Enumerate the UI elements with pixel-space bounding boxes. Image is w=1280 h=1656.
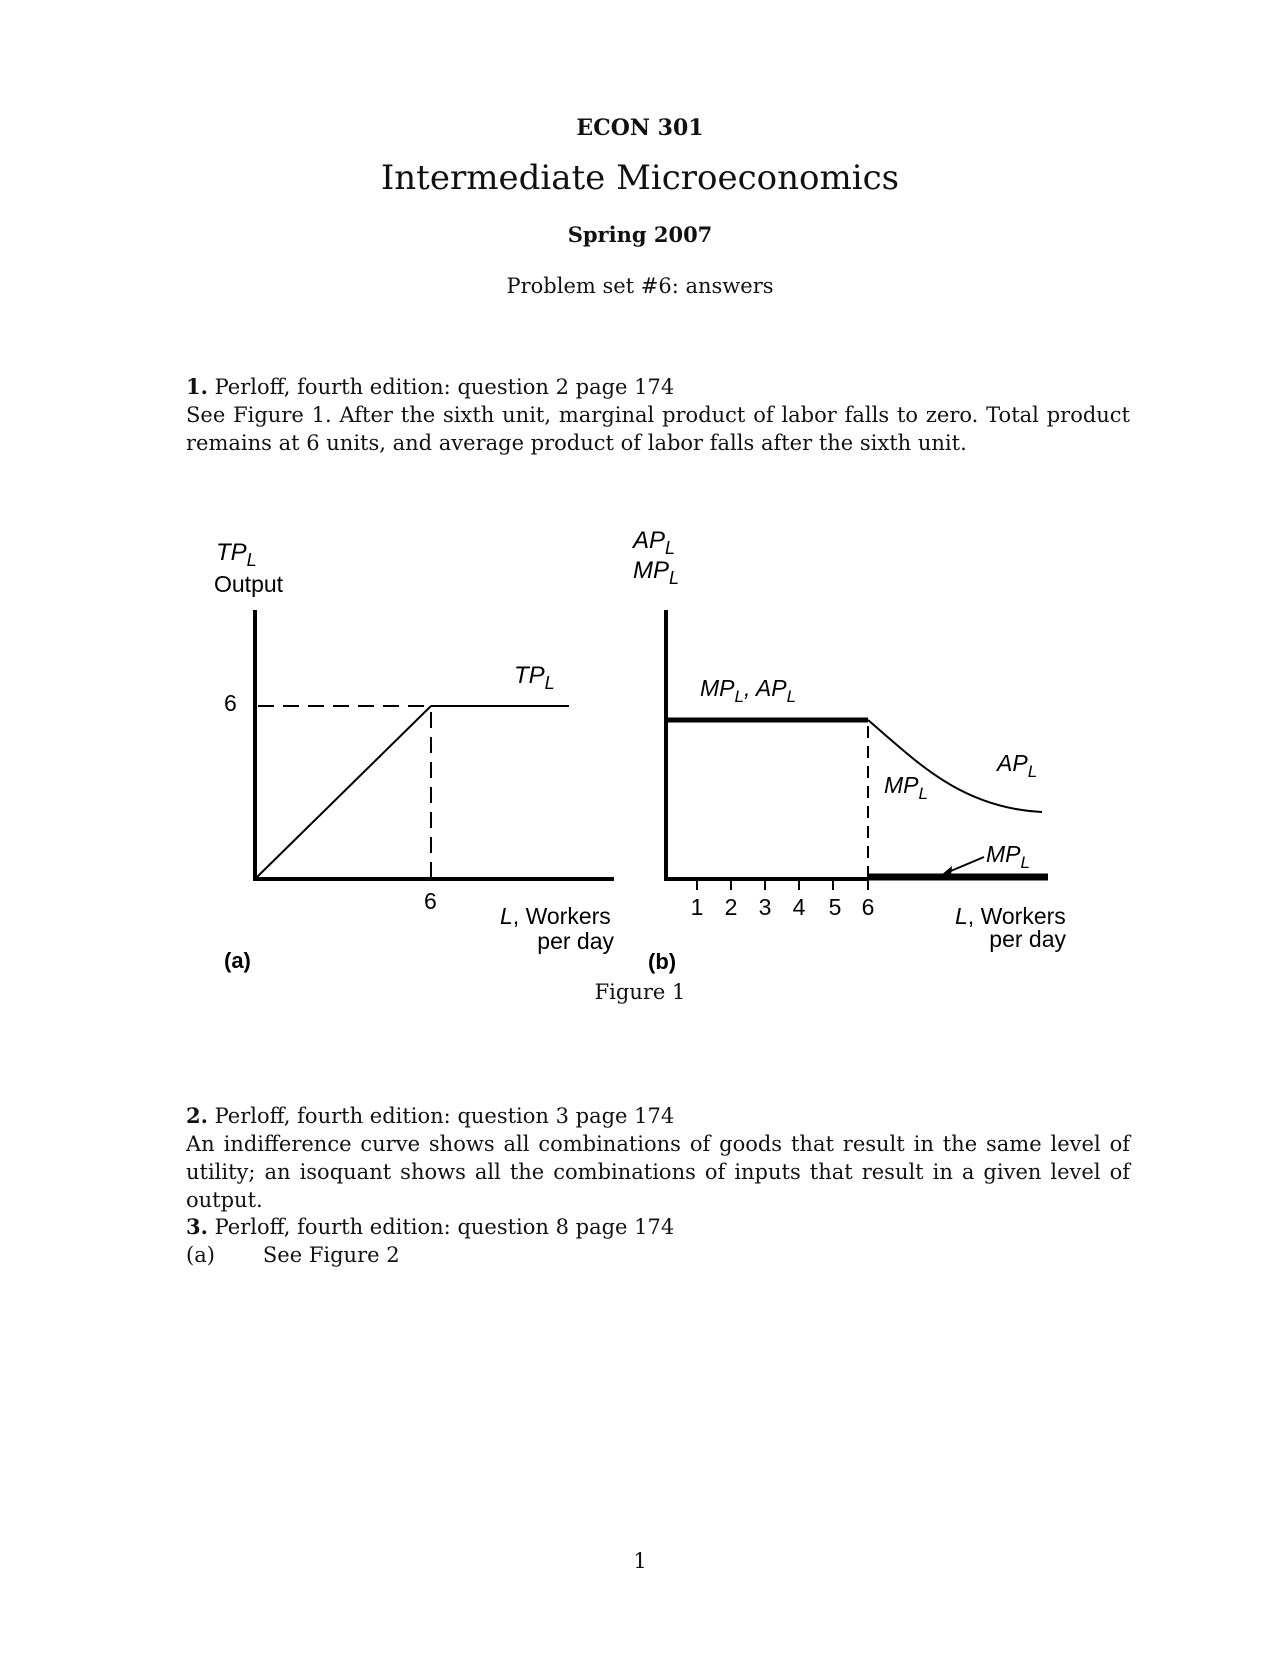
- page-number: 1: [633, 1549, 647, 1573]
- question-1-heading: [150, 373, 1130, 401]
- panel-b-y-label-mp: $MP_L$: [633, 557, 680, 588]
- figure-1-caption: Figure 1: [594, 980, 686, 1004]
- panel-a-y-tick-6: 6: [224, 690, 237, 716]
- question-1-number: 1.: [186, 374, 208, 399]
- panel-b: [631, 527, 1066, 974]
- question-3-part-text: See Figure 2: [262, 1243, 400, 1267]
- panel-a-x-label-2: per day: [537, 928, 614, 954]
- panel-b-x-tick: 5: [828, 894, 842, 920]
- question-3-heading-text: Perloff, fourth edition: question 8 page 174: [214, 1215, 675, 1239]
- panel-b-ap-label: $AP_L$: [997, 750, 1038, 781]
- panel-b-top-label: $MP_L$, $AP_L$: [700, 675, 797, 706]
- panel-a-tp-rising: [255, 706, 431, 879]
- document-title: Intermediate Microeconomics: [380, 158, 900, 198]
- panel-b-mp-arrow-label: $MP_L$: [986, 841, 1030, 872]
- panel-b-x-tick: 3: [758, 894, 772, 920]
- panel-b-x-tick: 4: [792, 894, 806, 920]
- panel-b-x-tick: 6: [861, 894, 875, 920]
- panel-a-curve-label: $TP_L$: [514, 662, 555, 693]
- question-2-heading: [150, 1102, 1130, 1130]
- question-2-number: 2.: [186, 1103, 208, 1128]
- panel-b-x-tick: 2: [724, 894, 738, 920]
- question-2: [150, 1102, 1130, 1214]
- panel-a-x-tick-6: 6: [424, 888, 437, 914]
- question-3-part-a: [150, 1241, 1130, 1269]
- question-2-answer: An indifference curve shows all combinations of goods that result in the same level of utility; an isoquant shows all the combinations of inputs that result in a given level of output.: [186, 1132, 1130, 1212]
- panel-a-label: (a): [224, 948, 251, 973]
- panel-a-y-label-output: Output: [214, 571, 284, 597]
- question-3: [150, 1213, 1130, 1269]
- panel-b-x-tick: 1: [690, 894, 704, 920]
- panel-b-x-ticks: [691, 877, 875, 920]
- question-1-heading-text: Perloff, fourth edition: question 2 page 174: [214, 375, 675, 399]
- panel-b-label: (b): [648, 949, 677, 974]
- panel-b-mp-label: $MP_L$: [884, 772, 928, 803]
- question-2-heading-text: Perloff, fourth edition: question 3 page 174: [214, 1104, 675, 1128]
- panel-b-x-label-2: per day: [989, 926, 1066, 952]
- panel-b-y-label-ap: $AP_L$: [633, 527, 676, 558]
- question-3-heading: [150, 1213, 1130, 1241]
- figure-1: [0, 520, 1280, 980]
- question-1: [150, 373, 1130, 457]
- term: Spring 2007: [567, 222, 713, 247]
- question-1-answer: See Figure 1. After the sixth unit, marginal product of labor falls to zero. Total product remains at 6 units, and average product of labor falls after the sixth unit.: [186, 403, 1130, 455]
- panel-b-x-label-1: L, Workers: [955, 903, 1066, 929]
- panel-b-arrow-shaft: [946, 857, 984, 873]
- course-code: ECON 301: [576, 115, 704, 141]
- document-subtitle: Problem set #6: answers: [506, 274, 774, 298]
- panel-a: [214, 539, 614, 973]
- panel-a-y-label-tp: $TP_L$: [216, 539, 257, 570]
- question-3-number: 3.: [186, 1214, 208, 1239]
- question-3-part-label: (a): [186, 1243, 215, 1267]
- panel-a-x-label-1: L, Workers: [500, 903, 611, 929]
